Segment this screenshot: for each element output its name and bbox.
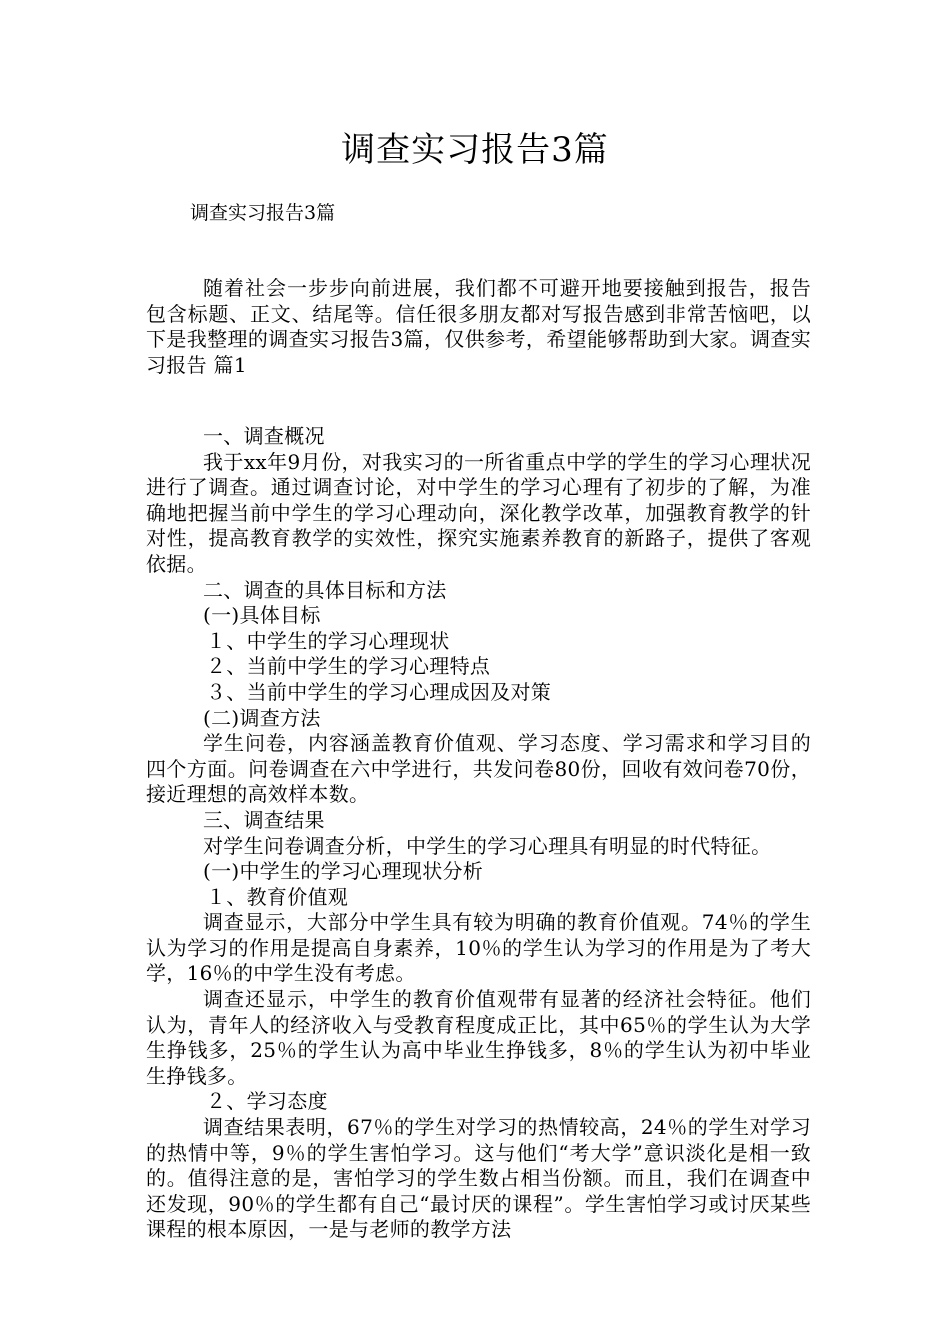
list-item: ２、学习态度 (206, 1089, 328, 1114)
document-title: 调查实习报告3篇 (341, 130, 609, 170)
list-item: ２、当前中学生的学习心理特点 (206, 654, 491, 679)
body-paragraph: 调查结果表明，67％的学生对学习的热情较高，24％的学生对学习的热情中等，9％的学生害怕学习。这与他们“考大学”意识淡化是相一致的。值得注意的是，害怕学习的学生数占相当份额。而且，我们在调查中还发现，90％的学生都有自己“最讨厌的课程”。学生害怕学习或讨厌某些课程的根本原因，一是与老师的教学方法 (146, 1115, 811, 1242)
section-heading: (一)具体目标 (203, 603, 321, 628)
body-paragraph: 调查显示，大部分中学生具有较为明确的教育价值观。74％的学生认为学习的作用是提高自身素养，10％的学生认为学习的作用是为了考大学，16％的中学生没有考虑。 (146, 910, 811, 986)
list-item: １、教育价值观 (206, 884, 349, 909)
body-paragraph: 调查还显示，中学生的教育价值观带有显著的经济社会特征。他们认为，青年人的经济收入与受教育程度成正比，其中65％的学生认为大学生挣钱多，25％的学生认为高中毕业生挣钱多，8％的学生认为初中毕业生挣钱多。 (146, 987, 811, 1088)
intro-text: 随着社会一步步向前进展，我们都不可避开地要接触到报告，报告包含标题、正文、结尾等。信任很多朋友都对写报告感到非常苦恼吧，以下是我整理的调查实习报告3篇，仅供参考，希望能够帮助到大家。调查实习报告 篇1 (146, 276, 811, 377)
body-paragraph: 对学生问卷调查分析，中学生的学习心理具有明显的时代特征。 (203, 833, 772, 858)
report-body (146, 424, 811, 1243)
section-heading: 二、调查的具体目标和方法 (203, 577, 447, 602)
body-paragraph: 学生问卷，内容涵盖教育价值观、学习态度、学习需求和学习目的四个方面。问卷调查在六中学进行，共发问卷80份，回收有效问卷70份，接近理想的高效样本数。 (146, 731, 811, 807)
section-heading: (一)中学生的学习心理现状分析 (203, 859, 484, 884)
section-heading: 三、调查结果 (203, 807, 325, 832)
body-paragraph: 我于xx年9月份，对我实习的一所省重点中学的学生的学习心理状况进行了调查。通过调查讨论，对中学生的学习心理有了初步的了解，为准确地把握当前中学生的学习心理动向，深化教学改革，加强教育教学的针对性，提高教育教学的实效性，探究实施素养教育的新路子，提供了客观依据。 (146, 449, 811, 576)
section-heading: 一、调查概况 (203, 424, 325, 448)
intro-paragraph (146, 276, 811, 378)
document-subtitle: 调查实习报告3篇 (190, 202, 336, 224)
list-item: ３、当前中学生的学习心理成因及对策 (206, 679, 552, 704)
section-heading: (二)调查方法 (203, 705, 321, 730)
list-item: １、中学生的学习心理现状 (206, 628, 450, 653)
